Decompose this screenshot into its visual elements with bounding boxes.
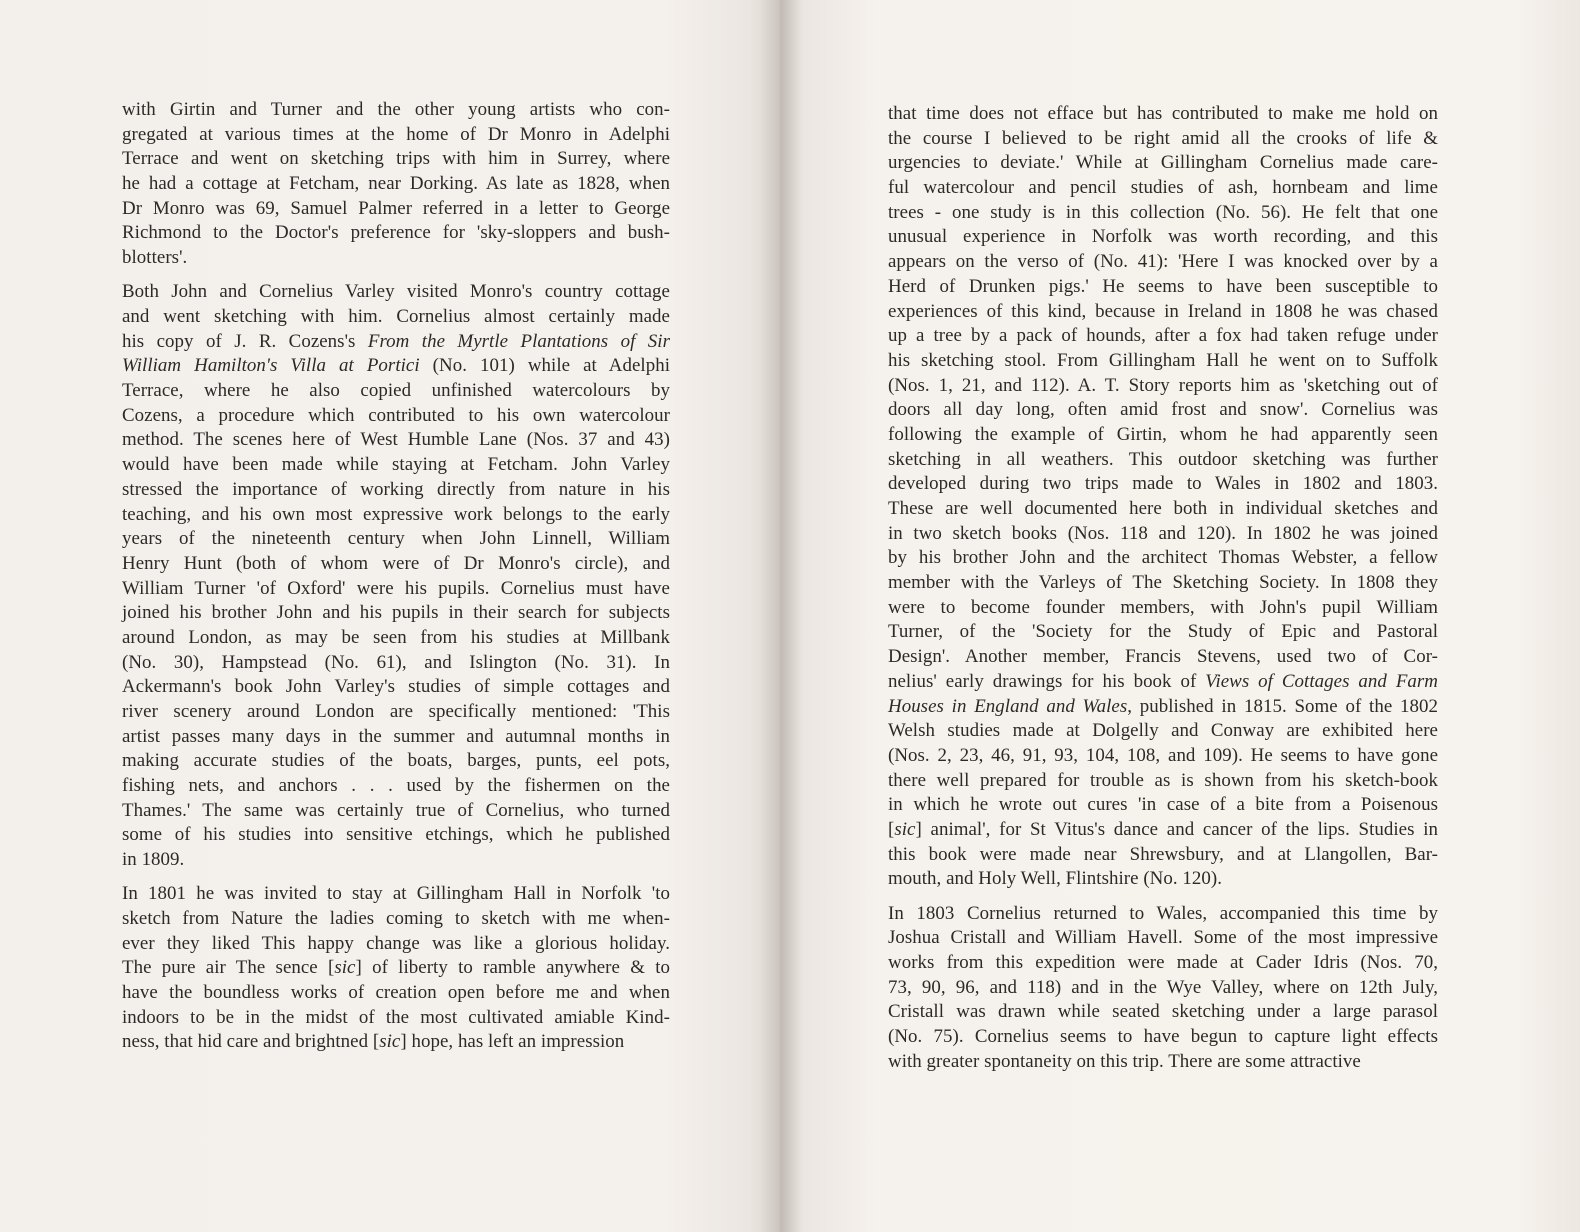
text-line: 73, 90, 96, and 118) and in the Wye Valley, where on 12th July, (888, 976, 1438, 998)
text-line (888, 670, 1438, 695)
text-line: urgencies to deviate.' While at Gillingham Cornelius made care- (888, 152, 1438, 174)
text-line: doors all day long, often amid frost and snow'. Cornelius was (888, 399, 1438, 421)
paragraph (888, 102, 1438, 892)
text-line (122, 330, 670, 355)
text-line: Design'. Another member, Francis Stevens, used two of Cor- (888, 646, 1438, 668)
left-page (0, 0, 780, 1232)
text-line: Richmond to the Doctor's preference for 'sky-sloppers and bush- (122, 222, 670, 244)
text-line: that time does not efface but has contributed to make me hold on (888, 103, 1438, 124)
text-line: gregated at various times at the home of Dr Monro in Adelphi (122, 123, 670, 145)
text-line: ever they liked This happy change was like a glorious holiday. (122, 932, 670, 954)
text-line: following the example of Girtin, whom he had apparently seen (888, 423, 1438, 445)
text-line: with greater spontaneity on this trip. There are some attractive (888, 1050, 1361, 1072)
text-line: Ackermann's book John Varley's studies of simple cottages and (122, 676, 670, 698)
text-line: method. The scenes here of West Humble Lane (Nos. 37 and 43) (122, 429, 670, 451)
text-line: ful watercolour and pencil studies of ash, hornbeam and lime (888, 177, 1438, 199)
text-line: years of the nineteenth century when John Linnell, William (122, 528, 670, 550)
italic-text: Houses in England and Wales (888, 695, 1128, 717)
text-line: this book were made near Shrewsbury, and at Llangollen, Bar- (888, 843, 1438, 865)
text-run: The pure air The sence [ (122, 957, 335, 979)
text-line: These are well documented here both in individual sketches and (888, 498, 1438, 519)
text-line (888, 818, 1438, 843)
text-line: member with the Varleys of The Sketching Society. In 1808 they (888, 572, 1438, 594)
text-run: (No. 101) while at Adelphi (419, 355, 670, 377)
text-line: appears on the verso of (No. 41): 'Here I was knocked over by a (888, 251, 1438, 273)
text-line: Welsh studies made at Dolgelly and Conway are exhibited here (888, 720, 1438, 742)
text-line: (Nos. 1, 21, and 112). A. T. Story reports him as 'sketching out of (888, 374, 1438, 396)
italic-text: From the Myrtle Plantations of Sir (367, 330, 671, 352)
text-line: artist passes many days in the summer and autumnal months in (122, 725, 670, 747)
text-line: there well prepared for trouble as is shown from his sketch-book (888, 769, 1438, 791)
text-line: the course I believed to be right amid all the crooks of life & (888, 127, 1438, 149)
text-line: he had a cottage at Fetcham, near Dorking. As late as 1828, when (122, 173, 670, 195)
text-line: Cozens, a procedure which contributed to his own watercolour (122, 404, 670, 426)
text-line (122, 354, 670, 379)
text-line: indoors to be in the midst of the most cultivated amiable Kind- (122, 1006, 670, 1028)
paragraph (122, 280, 670, 873)
italic-text: sic (334, 957, 356, 979)
text-line: developed during two trips made to Wales in 1802 and 1803. (888, 473, 1438, 495)
text-line: teaching, and his own most expressive work belongs to the early (122, 503, 670, 525)
text-line: Joshua Cristall and William Havell. Some of the most impressive (888, 927, 1438, 949)
text-run: nelius' early drawings for his book of (888, 670, 1206, 692)
text-line: have the boundless works of creation open before me and when (122, 982, 670, 1004)
text-line: in which he wrote out cures 'in case of a bite from a Poisenous (888, 794, 1438, 816)
text-run: his copy of J. R. Cozens's (122, 330, 368, 352)
text-line: William Turner 'of Oxford' were his pupils. Cornelius must have (122, 577, 670, 599)
text-line: works from this expedition were made at Cader Idris (Nos. 70, (888, 951, 1438, 973)
text-line: Terrace, where he also copied unfinished watercolours by (122, 380, 670, 402)
paragraph (888, 902, 1438, 1075)
italic-text: sic (894, 818, 916, 840)
text-line: stressed the importance of working directly from nature in his (122, 478, 670, 500)
text-line: his sketching stool. From Gillingham Hall he went on to Suffolk (888, 349, 1438, 371)
text-line: up a tree by a pack of hounds, after a fox had taken refuge under (888, 325, 1438, 347)
text-line: in two sketch books (Nos. 118 and 120). In 1802 he was joined (888, 522, 1438, 544)
text-line: Turner, of the 'Society for the Study of Epic and Pastoral (888, 621, 1438, 643)
right-page (780, 0, 1580, 1232)
text-line: (Nos. 2, 23, 46, 91, 93, 104, 108, and 109). He seems to have gone (888, 744, 1438, 766)
text-line: Herd of Drunken pigs.' He seems to have been susceptible to (888, 275, 1438, 297)
text-line: would have been made while staying at Fetcham. John Varley (122, 454, 670, 476)
text-line: some of his studies into sensitive etchings, which he published (122, 824, 670, 846)
text-line: and went sketching with him. Cornelius almost certainly made (122, 306, 670, 327)
text-line: making accurate studies of the boats, barges, punts, eel pots, (122, 750, 670, 772)
text-line: trees - one study is in this collection (No. 56). He felt that one (888, 201, 1438, 223)
text-line: Terrace and went on sketching trips with him in Surrey, where (122, 148, 670, 170)
paragraph (122, 882, 670, 1055)
italic-text: Views of Cottages and Farm (1205, 670, 1438, 692)
italic-text: sic (379, 1031, 401, 1053)
text-line (122, 956, 670, 981)
text-run: , published in 1815. Some of the 1802 (1127, 695, 1438, 717)
text-line: Dr Monro was 69, Samuel Palmer referred in a letter to George (122, 197, 670, 219)
text-line: sketch from Nature the ladies coming to sketch with me when- (122, 908, 670, 929)
text-run: ness, that hid care and brightned [ (122, 1031, 380, 1053)
italic-text: William Hamilton's Villa at Portici (122, 355, 420, 377)
text-line: mouth, and Holy Well, Flintshire (No. 120). (888, 868, 1222, 890)
text-line: Both John and Cornelius Varley visited Monro's country cottage (122, 281, 670, 303)
text-run: ] hope, has left an impression (400, 1031, 625, 1053)
right-page-text (888, 102, 1438, 1084)
text-line: Henry Hunt (both of whom were of Dr Monro's circle), and (122, 552, 670, 574)
text-line (122, 1030, 670, 1055)
text-line (888, 695, 1438, 720)
text-line: Cristall was drawn while seated sketching under a large parasol (888, 1001, 1438, 1023)
text-line: by his brother John and the architect Thomas Webster, a fellow (888, 547, 1438, 569)
text-line: sketching in all weathers. This outdoor sketching was further (888, 448, 1438, 470)
text-line: (No. 30), Hampstead (No. 61), and Islington (No. 31). In (122, 651, 670, 673)
text-line: around London, as may be seen from his studies at Millbank (122, 626, 670, 648)
text-run: ] of liberty to ramble anywhere & to (355, 957, 670, 979)
text-line: blotters'. (122, 247, 188, 269)
text-line: joined his brother John and his pupils in their search for subjects (122, 602, 670, 624)
text-line: Thames.' The same was certainly true of Cornelius, who turned (122, 799, 670, 821)
text-run: ] animal', for St Vitus's dance and cancer of the lips. Studies in (915, 818, 1438, 840)
text-line: were to become founder members, with John's pupil William (888, 596, 1438, 618)
paragraph (122, 98, 670, 271)
text-line: (No. 75). Cornelius seems to have begun to capture light effects (888, 1025, 1438, 1047)
text-line: unusual experience in Norfolk was worth recording, and this (888, 226, 1438, 248)
text-line: with Girtin and Turner and the other young artists who con- (122, 99, 670, 120)
text-run: [ (888, 818, 895, 840)
text-line: In 1801 he was invited to stay at Gillingham Hall in Norfolk 'to (122, 883, 670, 905)
text-line: experiences of this kind, because in Ireland in 1808 he was chased (888, 300, 1438, 322)
text-line: fishing nets, and anchors . . . used by the fishermen on the (122, 775, 670, 797)
left-page-text (122, 98, 670, 1065)
text-line: river scenery around London are specifically mentioned: 'This (122, 701, 670, 722)
text-line: in 1809. (122, 849, 185, 871)
text-line: In 1803 Cornelius returned to Wales, accompanied this time by (888, 902, 1438, 924)
